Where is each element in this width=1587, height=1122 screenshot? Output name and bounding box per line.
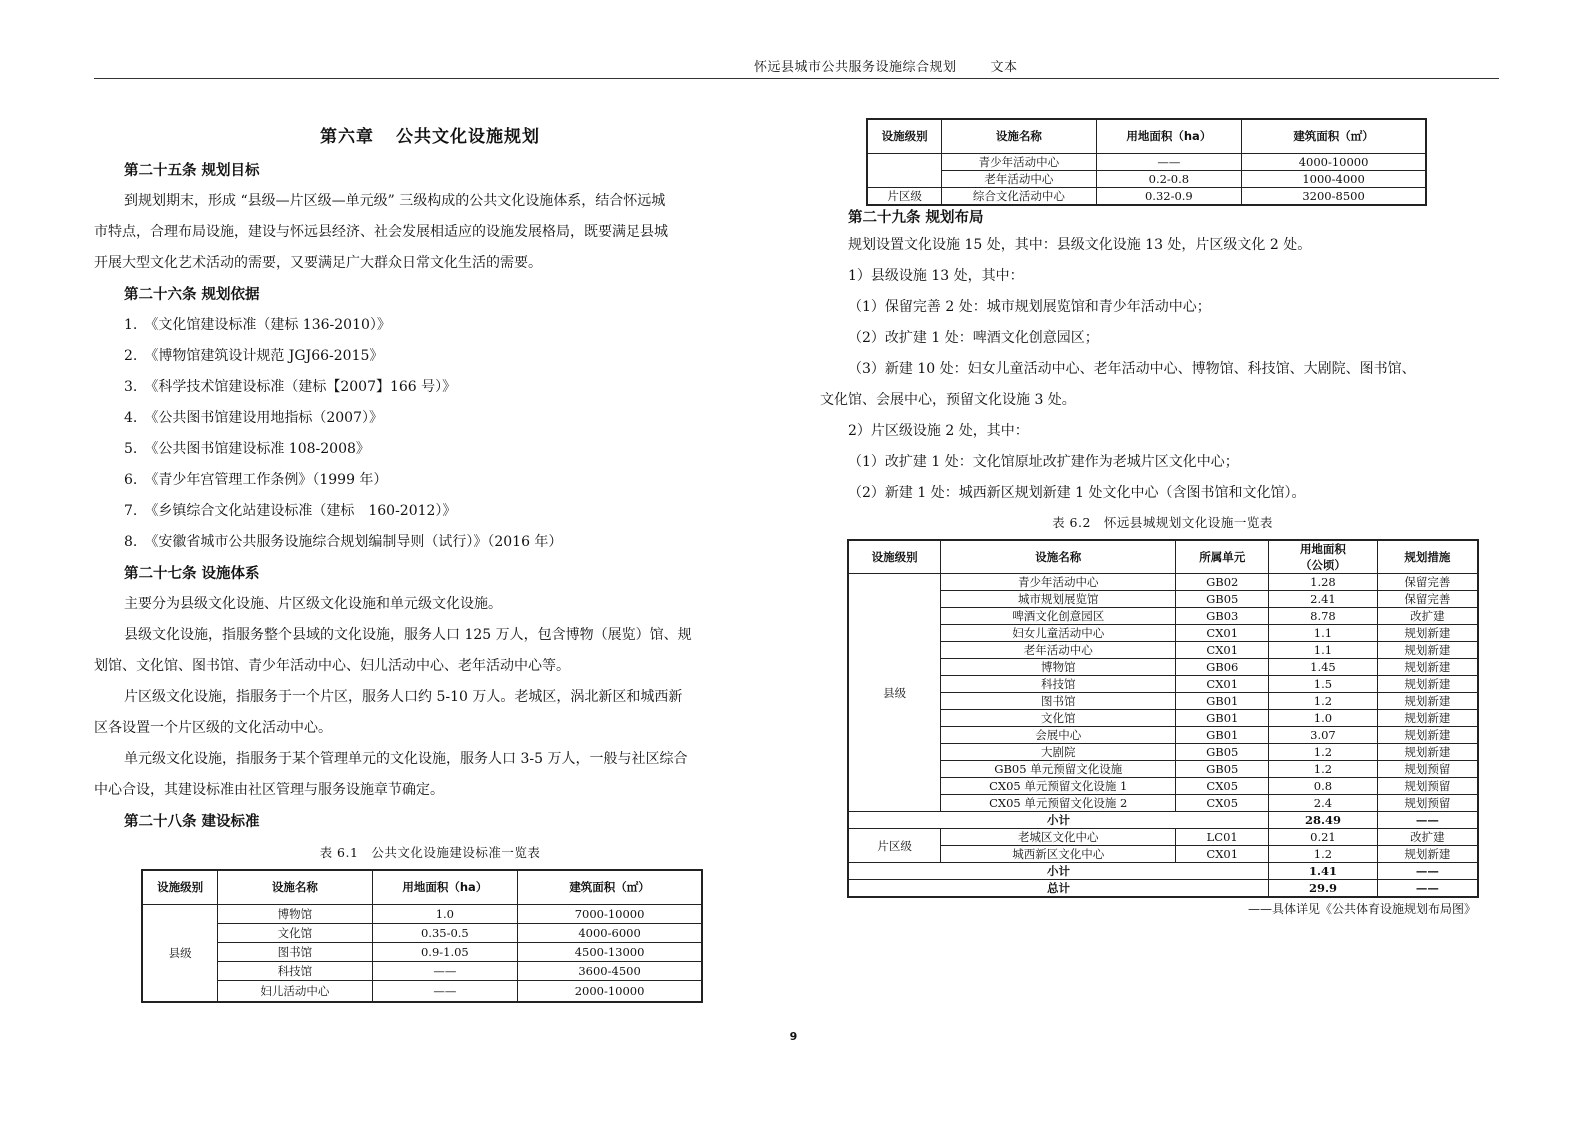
layout-line: （1）改扩建 1 处：文化馆原址改扩建作为老城片区文化中心； <box>848 453 1239 470</box>
table-cell: 1.28 <box>1269 574 1378 591</box>
table-row <box>848 659 1478 676</box>
table-row <box>848 608 1478 625</box>
article-25-title: 第二十五条 规划目标 <box>124 162 260 179</box>
table-cell: 啤酒文化创意园区 <box>941 608 1176 625</box>
basis-item: 2. 《博物馆建筑设计规范 JGJ66-2015》 <box>124 348 384 364</box>
table-cell: 改扩建 <box>1377 829 1478 846</box>
table-cell: CX05 单元预留文化设施 2 <box>941 795 1176 812</box>
table-cell: 青少年活动中心 <box>942 153 1096 170</box>
article-27-p3: 片区级文化设施，指服务于一个片区，服务人口约 5-10 万人。老城区，涡北新区和城西新 <box>124 689 683 705</box>
table-cell: —— <box>372 980 518 1002</box>
subtotal-value: 28.49 <box>1269 812 1378 829</box>
table-row <box>848 761 1478 778</box>
table-cell: 科技馆 <box>218 961 372 980</box>
table-cell: 8.78 <box>1269 608 1378 625</box>
article-28-title: 第二十八条 建设标准 <box>124 813 260 830</box>
table-cell: 2000-10000 <box>518 980 702 1002</box>
table-cell: GB01 <box>1176 727 1269 744</box>
table-cell: CX01 <box>1176 642 1269 659</box>
table-cell: 1000-4000 <box>1242 170 1426 187</box>
table-cell: 老年活动中心 <box>941 642 1176 659</box>
article-27-title: 第二十七条 设施体系 <box>124 565 260 582</box>
table-cell: 规划预留 <box>1377 795 1478 812</box>
table-cell: 图书馆 <box>941 693 1176 710</box>
table-row <box>848 727 1478 744</box>
table-row <box>848 778 1478 795</box>
table-header: 用地面积（ha） <box>372 870 518 904</box>
article-27-p4: 单元级文化设施，指服务于某个管理单元的文化设施，服务人口 3-5 万人，一般与社区综合 <box>124 751 688 767</box>
table-header: 用地面积（ha） <box>1096 119 1242 153</box>
table-cell: 规划新建 <box>1377 744 1478 761</box>
group-cell: 片区级 <box>867 187 942 205</box>
table-header: 设施名称 <box>218 870 372 904</box>
table-cell: 0.21 <box>1269 829 1378 846</box>
layout-line: （2）改扩建 1 处：啤酒文化创意园区； <box>848 329 1099 346</box>
table-cell: CX01 <box>1176 846 1269 863</box>
subtotal-label: 小计 <box>848 812 1269 829</box>
table-cell: 0.2-0.8 <box>1096 170 1242 187</box>
table-cell: 文化馆 <box>218 923 372 942</box>
total-label: 总计 <box>848 880 1269 898</box>
total-measure: —— <box>1377 880 1478 898</box>
basis-item: 6. 《青少年宫管理工作条例》（1999 年） <box>124 472 388 488</box>
table-cell: 1.0 <box>1269 710 1378 727</box>
subtotal-measure: —— <box>1377 863 1478 880</box>
table-cell: 博物馆 <box>218 904 372 923</box>
layout-line: 1）县级设施 13 处，其中： <box>848 267 1024 284</box>
table-header: 设施名称 <box>942 119 1096 153</box>
table-cell: 规划预留 <box>1377 761 1478 778</box>
table-cell: GB05 单元预留文化设施 <box>941 761 1176 778</box>
table-cell: 妇女儿童活动中心 <box>941 625 1176 642</box>
article-27-p3: 区各设置一个片区级的文化活动中心。 <box>94 720 332 736</box>
table-6-1-part2 <box>866 118 1427 206</box>
table-6-2-county-rows <box>848 574 1478 812</box>
table-6-2-note: ——具体详见《公共体育设施规划布局图》 <box>1247 902 1476 916</box>
article-27-p2: 县级文化设施，指服务整个县域的文化设施，服务人口 125 万人，包含博物（展览）馆、规 <box>124 627 692 643</box>
chapter-name: 公共文化设施规划 <box>396 127 540 147</box>
table-6-2-caption: 表 6.2 怀远县城规划文化设施一览表 <box>1052 514 1273 530</box>
table-cell: 4000-10000 <box>1242 153 1426 170</box>
table-cell: —— <box>1096 153 1242 170</box>
basis-item: 1. 《文化馆建设标准（建标 136-2010）》 <box>124 317 391 333</box>
table-cell: 0.9-1.05 <box>372 942 518 961</box>
table-cell: 规划新建 <box>1377 693 1478 710</box>
group-cell: 片区级 <box>848 829 941 863</box>
table-cell: 规划新建 <box>1377 727 1478 744</box>
table-cell: 1.1 <box>1269 642 1378 659</box>
table-header: 规划措施 <box>1377 540 1478 574</box>
table-row <box>848 642 1478 659</box>
table-cell: 0.8 <box>1269 778 1378 795</box>
subtotal-measure: —— <box>1377 812 1478 829</box>
group-cell: 县级 <box>142 904 218 1002</box>
table-header: 设施名称 <box>941 540 1176 574</box>
article-25-line: 开展大型文化艺术活动的需要，又要满足广大群众日常文化生活的需要。 <box>94 255 542 271</box>
total-value: 29.9 <box>1269 880 1378 898</box>
table-row <box>848 676 1478 693</box>
left-column <box>94 110 766 1003</box>
page-header <box>94 56 1499 79</box>
table-cell: GB06 <box>1176 659 1269 676</box>
article-25-line: 市特点，合理布局设施，建设与怀远县经济、社会发展相适应的设施发展格局，既要满足县城 <box>94 224 668 240</box>
table-header: 建筑面积（㎡） <box>518 870 702 904</box>
table-cell: 保留完善 <box>1377 591 1478 608</box>
table-cell: 4500-13000 <box>518 942 702 961</box>
table-cell: 3200-8500 <box>1242 187 1426 205</box>
table-cell: 1.5 <box>1269 676 1378 693</box>
layout-line: （3）新建 10 处：妇女儿童活动中心、老年活动中心、博物馆、科技馆、大剧院、图书馆、 <box>848 360 1416 377</box>
table-cell: 城西新区文化中心 <box>941 846 1176 863</box>
basis-item: 5. 《公共图书馆建设标准 108-2008》 <box>124 441 370 457</box>
table-cell: CX05 单元预留文化设施 1 <box>941 778 1176 795</box>
table-cell: 会展中心 <box>941 727 1176 744</box>
layout-line: （1）保留完善 2 处：城市规划展览馆和青少年活动中心； <box>848 298 1211 315</box>
article-29-title: 第二十九条 规划布局 <box>848 208 984 226</box>
table-cell: 3600-4500 <box>518 961 702 980</box>
article-27-p2: 划馆、文化馆、图书馆、青少年活动中心、妇儿活动中心、老年活动中心等。 <box>94 658 570 674</box>
table-row <box>848 795 1478 812</box>
table-cell: 博物馆 <box>941 659 1176 676</box>
table-row <box>848 574 1478 591</box>
article-27-p4: 中心合设，其建设标准由社区管理与服务设施章节确定。 <box>94 782 444 798</box>
table-cell: 图书馆 <box>218 942 372 961</box>
header-doc-type: 文本 <box>990 60 1018 75</box>
table-cell: 规划新建 <box>1377 710 1478 727</box>
table-cell: 老年活动中心 <box>942 170 1096 187</box>
layout-line: 文化馆、会展中心，预留文化设施 3 处。 <box>820 391 1076 408</box>
table-cell: 1.2 <box>1269 761 1378 778</box>
table-cell: —— <box>372 961 518 980</box>
table-cell: 1.1 <box>1269 625 1378 642</box>
table-cell: 2.4 <box>1269 795 1378 812</box>
table-header: 所属单元 <box>1176 540 1269 574</box>
table-cell: 规划新建 <box>1377 846 1478 863</box>
table-cell: CX05 <box>1176 795 1269 812</box>
table-cell: 1.2 <box>1269 693 1378 710</box>
basis-item: 3. 《科学技术馆建设标准（建标【2007】166 号）》 <box>124 379 457 395</box>
layout-line: （2）新建 1 处：城西新区规划新建 1 处文化中心（含图书馆和文化馆）。 <box>848 484 1306 501</box>
chapter-title <box>94 122 766 147</box>
table-cell: LC01 <box>1176 829 1269 846</box>
table-cell: 7000-10000 <box>518 904 702 923</box>
table-header: 建筑面积（㎡） <box>1242 119 1426 153</box>
subtotal-label: 小计 <box>848 863 1269 880</box>
table-header-area <box>1269 540 1378 574</box>
table-cell: 规划新建 <box>1377 642 1478 659</box>
table-cell: 1.0 <box>372 904 518 923</box>
table-cell: 规划新建 <box>1377 625 1478 642</box>
table-row <box>848 625 1478 642</box>
article-27-p1: 主要分为县级文化设施、片区级文化设施和单元级文化设施。 <box>124 596 502 612</box>
table-row <box>848 693 1478 710</box>
table-cell: GB03 <box>1176 608 1269 625</box>
table-cell: 改扩建 <box>1377 608 1478 625</box>
table-header: 设施级别 <box>848 540 941 574</box>
table-cell: 1.45 <box>1269 659 1378 676</box>
article-26-title: 第二十六条 规划依据 <box>124 286 260 303</box>
table-header: 设施级别 <box>142 870 218 904</box>
table-cell: 规划新建 <box>1377 659 1478 676</box>
right-column <box>820 110 1499 917</box>
table-cell: CX05 <box>1176 778 1269 795</box>
table-6-2 <box>847 539 1479 899</box>
chapter-number: 第六章 <box>320 127 374 147</box>
table-cell: 文化馆 <box>941 710 1176 727</box>
basis-item: 4. 《公共图书馆建设用地指标（2007）》 <box>124 410 383 426</box>
table-cell: 规划新建 <box>1377 676 1478 693</box>
table-cell: 科技馆 <box>941 676 1176 693</box>
header-area-line2: （公顷） <box>1299 557 1346 572</box>
table-cell: 综合文化活动中心 <box>942 187 1096 205</box>
table-cell: CX01 <box>1176 676 1269 693</box>
table-cell: GB02 <box>1176 574 1269 591</box>
table-cell: 0.35-0.5 <box>372 923 518 942</box>
subtotal-value: 1.41 <box>1269 863 1378 880</box>
basis-item: 8. 《安徽省城市公共服务设施综合规划编制导则（试行）》（2016 年） <box>124 534 563 550</box>
table-cell: GB05 <box>1176 591 1269 608</box>
table-cell: 0.32-0.9 <box>1096 187 1242 205</box>
layout-line: 规划设置文化设施 15 处，其中：县级文化设施 13 处，片区级文化 2 处。 <box>848 236 1312 253</box>
table-cell: 大剧院 <box>941 744 1176 761</box>
table-cell: 城市规划展览馆 <box>941 591 1176 608</box>
table-cell: GB01 <box>1176 693 1269 710</box>
table-cell: 3.07 <box>1269 727 1378 744</box>
table-row <box>848 744 1478 761</box>
group-cell: 县级 <box>848 574 941 812</box>
basis-item: 7. 《乡镇综合文化站建设标准（建标 160-2012）》 <box>124 503 457 519</box>
table-cell: GB01 <box>1176 710 1269 727</box>
header-area-line1: 用地面积 <box>1299 541 1346 556</box>
table-row <box>848 710 1478 727</box>
table-cell: 4000-6000 <box>518 923 702 942</box>
table-cell: CX01 <box>1176 625 1269 642</box>
table-cell: 保留完善 <box>1377 574 1478 591</box>
table-cell: 2.41 <box>1269 591 1378 608</box>
table-header: 设施级别 <box>867 119 942 153</box>
table-6-1-part1 <box>141 869 703 1003</box>
table-cell: 1.2 <box>1269 744 1378 761</box>
table-cell: GB05 <box>1176 744 1269 761</box>
page-number: 9 <box>789 1030 798 1043</box>
table-cell: GB05 <box>1176 761 1269 778</box>
table-cell: 规划预留 <box>1377 778 1478 795</box>
header-title: 怀远县城市公共服务设施综合规划 <box>754 60 957 75</box>
table-row <box>848 591 1478 608</box>
header-text <box>754 56 1018 75</box>
article-25-line: 到规划期末，形成 “县级—片区级—单元级” 三级构成的公共文化设施体系，结合怀远城 <box>124 193 666 209</box>
table-cell: 老城区文化中心 <box>941 829 1176 846</box>
layout-line: 2）片区级设施 2 处，其中： <box>848 422 1029 439</box>
table-cell: 青少年活动中心 <box>941 574 1176 591</box>
table-6-1-caption: 表 6.1 公共文化设施建设标准一览表 <box>319 845 541 860</box>
table-cell: 妇儿活动中心 <box>218 980 372 1002</box>
group-cell-continued <box>867 153 942 187</box>
table-cell: 1.2 <box>1269 846 1378 863</box>
